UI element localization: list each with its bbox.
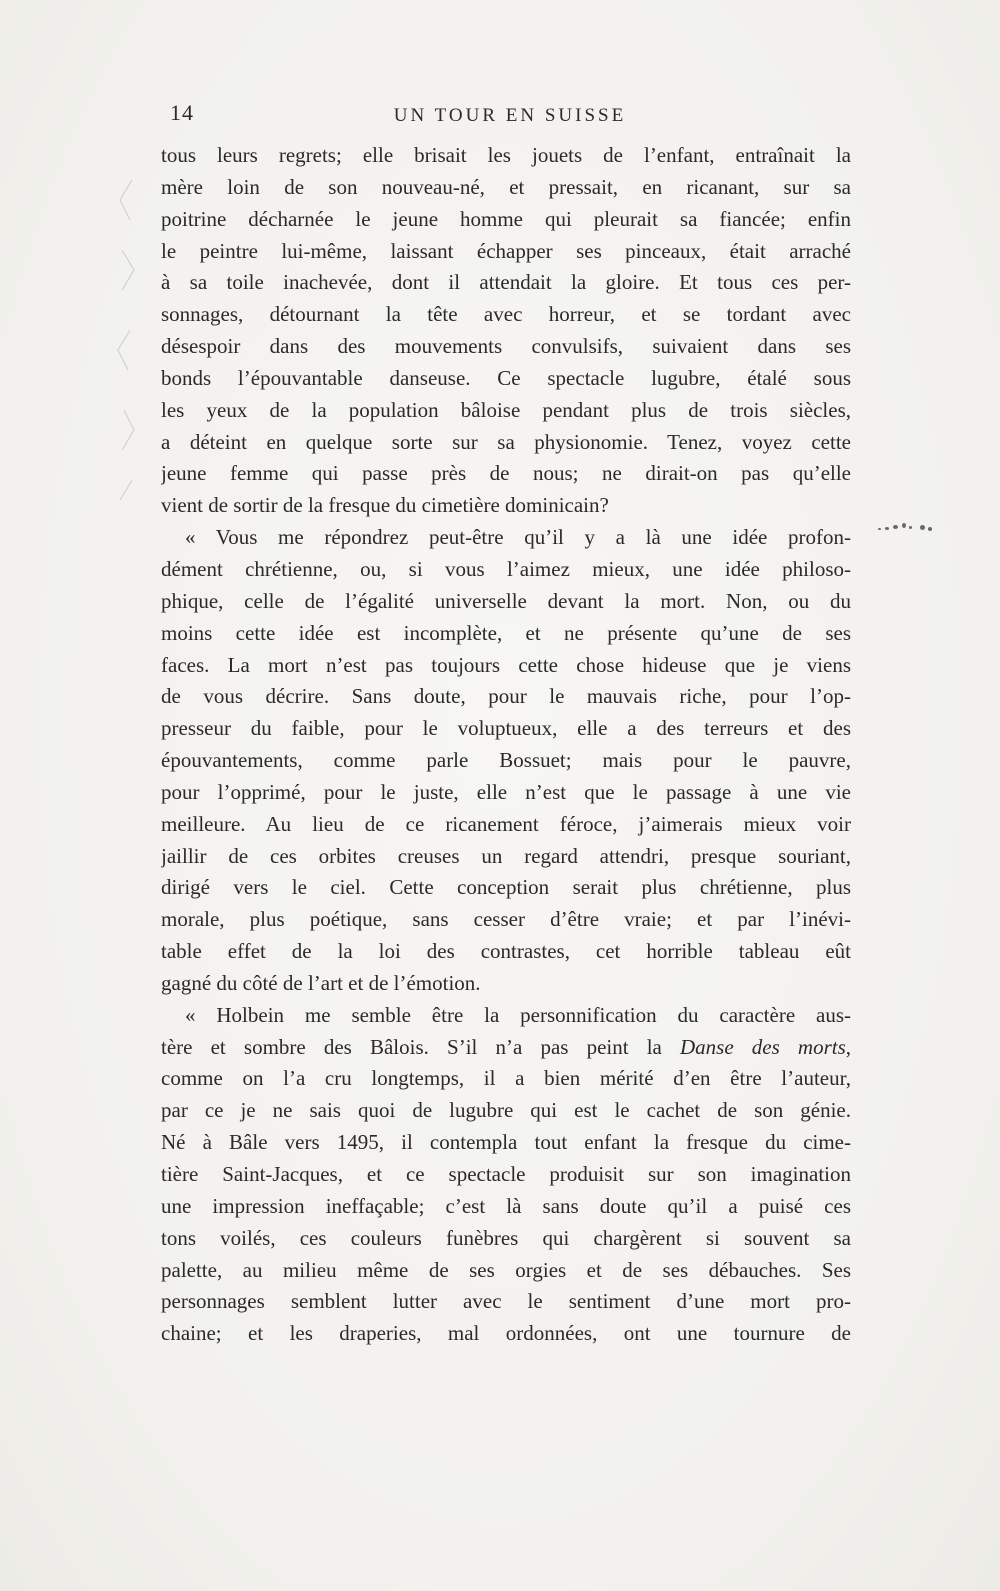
text-line: tons voilés, ces couleurs funèbres qui chargèrent si souvent sa [161, 1225, 851, 1250]
text-line: faces. La mort n’est pas toujours cette chose hideuse que je viens [161, 652, 851, 677]
text-line: mère loin de son nouveau-né, et pressait, en ricanant, sur sa [161, 174, 851, 199]
italic-title: Danse des morts [679, 1034, 846, 1059]
text-line: Né à Bâle vers 1495, il contempla tout enfant la fresque du cime- [161, 1130, 851, 1155]
text-line: chaine; et les draperies, mal ordonnées, ont une tournure de [161, 1321, 851, 1346]
text-line: presseur du faible, pour le voluptueux, elle a des terreurs et des [161, 716, 851, 741]
text-line: une impression ineffaçable; c’est là sans doute qu’il a puisé ces [161, 1193, 851, 1218]
text-line: « Vous me répondrez peut-être qu’il y a là une idée profon- [185, 525, 851, 550]
text-line: à sa toile inachevée, dont il attendait la gloire. Et tous ces per- [161, 270, 851, 295]
text-line: jeune femme qui passe près de nous; ne dirait-on pas qu’elle [161, 461, 851, 486]
text-line: meilleure. Au lieu de ce ricanement féroce, j’aimerais mieux voir [161, 811, 851, 836]
text-line: désespoir dans des mouvements convulsifs, suivaient dans ses [161, 334, 851, 359]
text-line: tère et sombre des Bâlois. S’il n’a pas peint la Danse des morts, [161, 1034, 851, 1059]
text-line: jaillir de ces orbites creuses un regard attendri, presque souriant, [161, 843, 851, 868]
text-line: palette, au milieu même de ses orgies et de ses débauches. Ses [161, 1257, 851, 1282]
text-line: sonnages, détournant la tête avec horreur, et se tordant avec [161, 302, 851, 327]
text-line: a déteint en quelque sorte sur sa physionomie. Tenez, voyez cette [161, 429, 851, 454]
ink-specks [878, 522, 948, 536]
text-line: dément chrétienne, ou, si vous l’aimez mieux, une idée philoso- [161, 556, 851, 581]
text-line: le peintre lui-même, laissant échapper ses pinceaux, était arraché [161, 238, 851, 263]
text-line: tière Saint-Jacques, et ce spectacle produisit sur son imagination [161, 1162, 851, 1186]
body-text [161, 140, 851, 1350]
text-line: « Holbein me semble être la personnification du caractère aus- [185, 1002, 851, 1027]
bleed-through-marks [112, 180, 142, 520]
text-line: de vous décrire. Sans doute, pour le mauvais riche, pour l’op- [161, 684, 851, 709]
text-line: épouvantements, comme parle Bossuet; mais pour le pauvre, [161, 748, 851, 773]
page-number: 14 [170, 100, 194, 125]
text-line: morale, plus poétique, sans cesser d’être vraie; et par l’inévi- [161, 907, 851, 932]
text-line: par ce je ne sais quoi de lugubre qui est le cachet de son génie. [161, 1098, 851, 1123]
text-line: comme on l’a cru longtemps, il a bien mérité d’en être l’auteur, [161, 1066, 851, 1091]
running-title: UN TOUR EN SUISSE [393, 105, 627, 126]
text-line: table effet de la loi des contrastes, cet horrible tableau eût [161, 939, 851, 964]
text-line: gagné du côté de l’art et de l’émotion. [161, 970, 481, 995]
text-line: phique, celle de l’égalité universelle devant la mort. Non, ou du [161, 588, 851, 613]
text-line: les yeux de la population bâloise pendant plus de trois siècles, [161, 397, 851, 422]
text-line: moins cette idée est incomplète, et ne présente qu’une de ses [161, 620, 851, 645]
text-line: poitrine décharnée le jeune homme qui pleurait sa fiancée; enfin [161, 206, 851, 231]
text-line: vient de sortir de la fresque du cimetière dominicain? [161, 493, 609, 518]
text-line: dirigé vers le ciel. Cette conception serait plus chrétienne, plus [161, 875, 851, 900]
text-line: pour l’opprimé, pour le juste, elle n’est que le passage à une vie [161, 779, 851, 804]
text-line: bonds l’épouvantable danseuse. Ce spectacle lugubre, étalé sous [161, 365, 851, 390]
text-line: tous leurs regrets; elle brisait les jouets de l’enfant, entraînait la [161, 143, 851, 167]
text-line: personnages semblent lutter avec le sentiment d’une mort pro- [161, 1289, 851, 1314]
